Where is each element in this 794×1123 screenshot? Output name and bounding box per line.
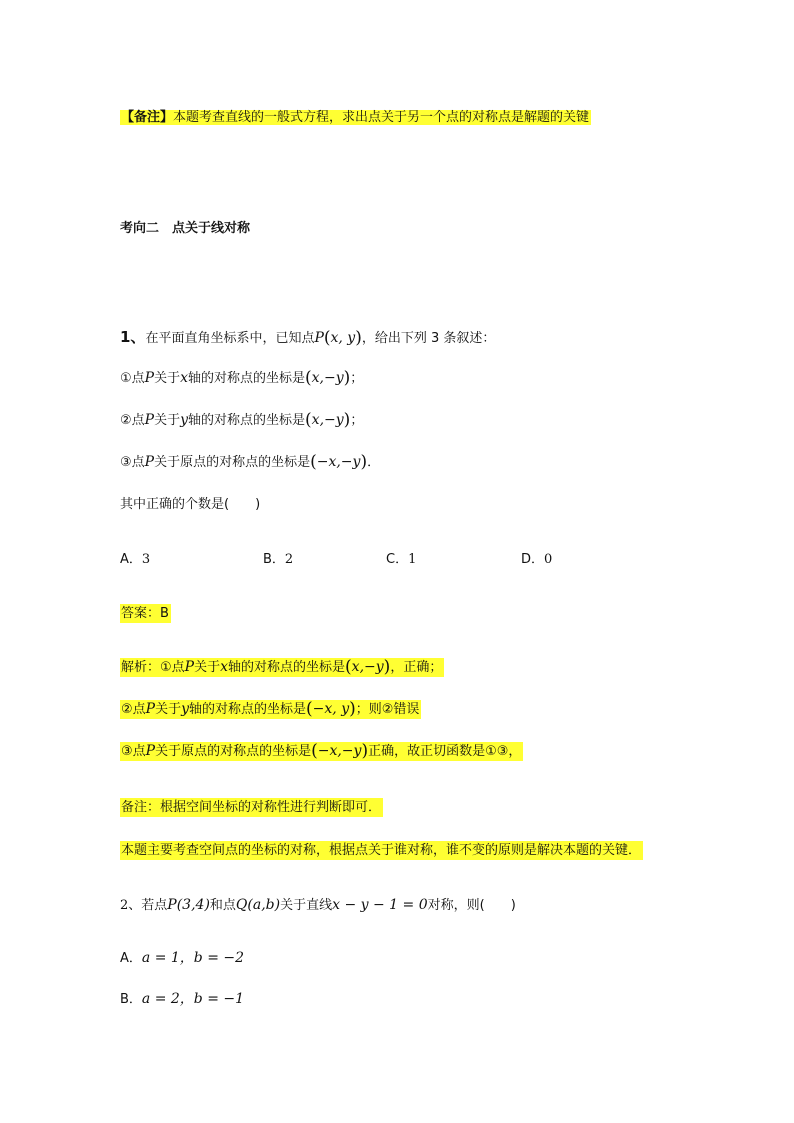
q1-option-a bbox=[120, 550, 150, 570]
q1-option-c bbox=[386, 550, 416, 570]
q1-analysis-2 bbox=[120, 699, 421, 720]
q1-point: P bbox=[314, 330, 324, 346]
q1-number: 1、 bbox=[120, 328, 146, 346]
q2-text-d: 对称，则( ) bbox=[427, 898, 516, 913]
option-a-value: 3 bbox=[141, 552, 151, 567]
s1-mid: 关于 bbox=[154, 371, 181, 386]
option-d-value: 0 bbox=[544, 552, 553, 567]
note-top-highlight bbox=[120, 110, 591, 125]
a3-rest: 关于原点的对称点的坐标是 bbox=[155, 744, 312, 759]
s2-point: P bbox=[144, 412, 155, 428]
note-2-text: 本题主要考查空间点的坐标的对称，根据点关于谁对称，谁不变的原则是解决本题的关键． bbox=[121, 843, 642, 858]
s3-point: P bbox=[144, 454, 155, 470]
q2-option-b bbox=[120, 989, 244, 1010]
a1-mid: 关于 bbox=[194, 660, 221, 675]
s1-point: P bbox=[144, 370, 155, 386]
q2-number: 2、 bbox=[120, 898, 142, 913]
q2-text-b: 和点 bbox=[209, 898, 236, 913]
analysis-2-highlight: ②点P关于y轴的对称点的坐标是(−x, y)；则②错误 bbox=[121, 699, 420, 719]
a3-point: P bbox=[145, 743, 156, 759]
s1-end: ； bbox=[350, 371, 364, 386]
section-heading: 考向二 点关于线对称 bbox=[120, 221, 251, 236]
a2-rest: 轴的对称点的坐标是 bbox=[189, 702, 307, 717]
a2-mid: 关于 bbox=[155, 702, 182, 717]
a1-axis: x bbox=[220, 659, 229, 675]
q2-option-b-value: a = 2，b = −1 bbox=[141, 991, 245, 1007]
a2-axis: y bbox=[181, 701, 190, 717]
q1-stem-a: 在平面直角坐标系中，已知点 bbox=[145, 331, 315, 346]
note-top-label: 【备注】 bbox=[121, 110, 174, 125]
a2-prefix: ②点 bbox=[121, 702, 146, 717]
a2-end: ；则②错误 bbox=[355, 702, 420, 717]
a3-end: 正确，故正切函数是①③， bbox=[368, 744, 522, 759]
s3-rest: 关于原点的对称点的坐标是 bbox=[154, 455, 311, 470]
q1-analysis-1 bbox=[120, 657, 444, 678]
s2-end: ； bbox=[350, 413, 364, 428]
analysis-prefix: 解析： bbox=[121, 660, 161, 675]
q2-point-p: P(3,4) bbox=[167, 897, 210, 913]
a3-prefix: ③点 bbox=[121, 744, 146, 759]
option-d-letter: D． bbox=[521, 552, 545, 567]
a1-coords: x,−y bbox=[351, 659, 384, 675]
q1-statement-3: ③点P关于原点的对称点的坐标是(−x,−y)． bbox=[120, 452, 381, 472]
q1-statement-1: ①点P关于x轴的对称点的坐标是(x,−y)； bbox=[120, 368, 364, 388]
q1-question: 其中正确的个数是( ) bbox=[120, 497, 261, 512]
s3-end: ． bbox=[367, 455, 381, 470]
q1-analysis-3 bbox=[120, 741, 523, 762]
q1-note-2 bbox=[120, 841, 643, 861]
q1-option-b bbox=[263, 550, 293, 570]
q1-answer bbox=[120, 604, 171, 624]
s1-coords: x,−y bbox=[311, 370, 344, 386]
option-b-letter: B． bbox=[263, 552, 285, 567]
q2-line-equation: x − y − 1 = 0 bbox=[332, 897, 428, 913]
a1-rest: 轴的对称点的坐标是 bbox=[228, 660, 346, 675]
answer-text: 答案：B bbox=[121, 606, 169, 621]
s1-prefix: ①点 bbox=[120, 371, 145, 386]
q2-option-a bbox=[120, 948, 244, 969]
a3-coords: −x,−y bbox=[317, 743, 362, 759]
a2-coords: −x, y bbox=[312, 701, 350, 717]
analysis-3-highlight: ③点P关于原点的对称点的坐标是(−x,−y)正确，故正切函数是①③， bbox=[121, 741, 522, 761]
a1-point: P bbox=[184, 659, 195, 675]
q1-statement-2: ②点P关于y轴的对称点的坐标是(x,−y)； bbox=[120, 410, 364, 430]
s3-coords: −x,−y bbox=[316, 454, 361, 470]
s2-prefix: ②点 bbox=[120, 413, 145, 428]
q2-text-c: 关于直线 bbox=[280, 898, 333, 913]
option-a-letter: A． bbox=[120, 552, 142, 567]
q1-option-d bbox=[521, 550, 552, 570]
s2-mid: 关于 bbox=[154, 413, 181, 428]
option-b-value: 2 bbox=[284, 552, 294, 567]
q2-option-a-letter: A． bbox=[120, 951, 142, 966]
note-top bbox=[120, 108, 591, 128]
note-top-text: 本题考查直线的一般式方程，求出点关于另一个点的对称点是解题的关键 bbox=[173, 110, 590, 125]
s1-rest: 轴的对称点的坐标是 bbox=[188, 371, 306, 386]
q2-option-a-value: a = 1，b = −2 bbox=[141, 950, 245, 966]
q2-point-q: Q(a,b) bbox=[235, 897, 281, 913]
q1-note-1 bbox=[120, 798, 383, 818]
q2-option-b-letter: B． bbox=[120, 992, 142, 1007]
option-c-value: 1 bbox=[408, 552, 417, 567]
s2-axis: y bbox=[180, 412, 189, 428]
q1-stem-b: ，给出下列 3 条叙述： bbox=[361, 331, 496, 346]
note-1-text: 备注：根据空间坐标的对称性进行判断即可． bbox=[121, 800, 382, 815]
q1-stem: 1、在平面直角坐标系中，已知点P(x, y)，给出下列 3 条叙述： bbox=[120, 328, 496, 348]
a1-end: ，正确； bbox=[390, 660, 443, 675]
q1-coords: x, y bbox=[330, 330, 356, 346]
s2-rest: 轴的对称点的坐标是 bbox=[188, 413, 306, 428]
a2-point: P bbox=[145, 701, 156, 717]
analysis-1-highlight: 解析：①点P关于x轴的对称点的坐标是(x,−y)，正确； bbox=[121, 657, 443, 677]
a1-prefix: ①点 bbox=[160, 660, 185, 675]
s2-coords: x,−y bbox=[311, 412, 344, 428]
q2-text-a: 若点 bbox=[141, 898, 168, 913]
option-c-letter: C． bbox=[386, 552, 409, 567]
s1-axis: x bbox=[180, 370, 188, 386]
s3-prefix: ③点 bbox=[120, 455, 145, 470]
q2-stem bbox=[120, 895, 516, 916]
